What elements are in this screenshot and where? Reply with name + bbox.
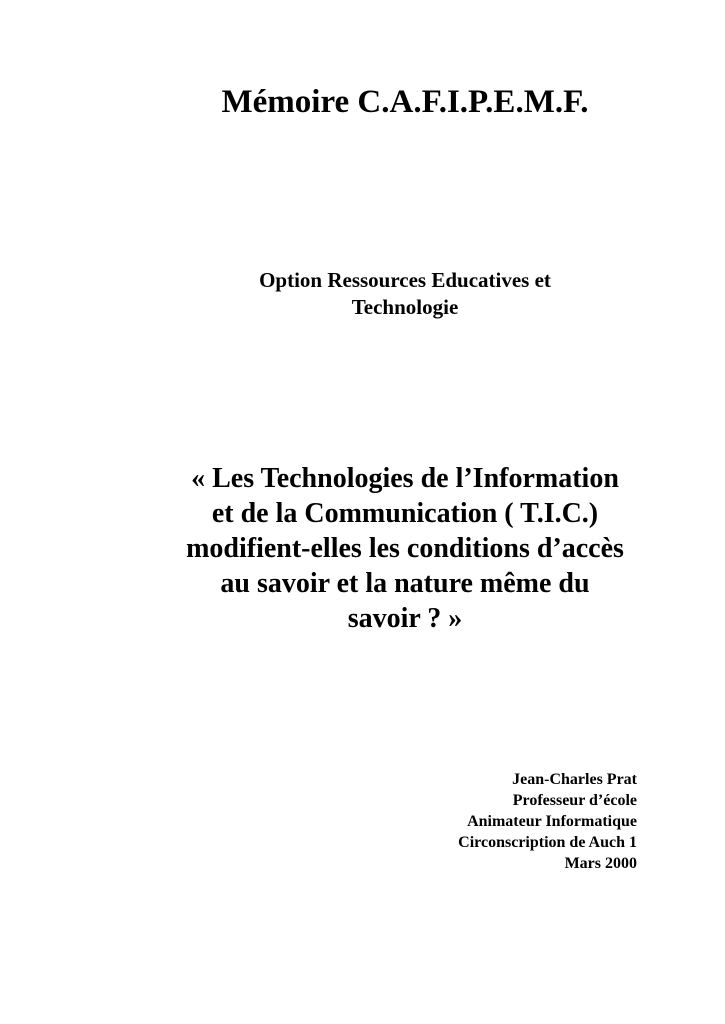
author-date: Mars 2000 bbox=[564, 855, 637, 872]
question-line-3: modifient-elles les conditions d’accès bbox=[186, 533, 624, 564]
question-line-2: et de la Communication ( T.I.C.) bbox=[211, 498, 599, 529]
document-title: Mémoire C.A.F.I.P.E.M.F. bbox=[221, 84, 589, 120]
question-line-5: savoir ? » bbox=[347, 603, 463, 634]
question-line-1: « Les Technologies de l’Information bbox=[191, 463, 619, 494]
question-line-4: au savoir et la nature même du bbox=[220, 568, 590, 599]
author-block bbox=[317, 769, 637, 874]
option-heading bbox=[180, 267, 630, 321]
option-line-1: Option Ressources Educatives et bbox=[259, 268, 551, 292]
author-name: Jean-Charles Prat bbox=[512, 771, 637, 788]
author-function: Animateur Informatique bbox=[467, 813, 637, 830]
option-line-2: Technologie bbox=[351, 295, 459, 319]
author-district: Circonscription de Auch 1 bbox=[458, 834, 637, 851]
author-role: Professeur d’école bbox=[512, 792, 637, 809]
research-question bbox=[150, 461, 660, 636]
